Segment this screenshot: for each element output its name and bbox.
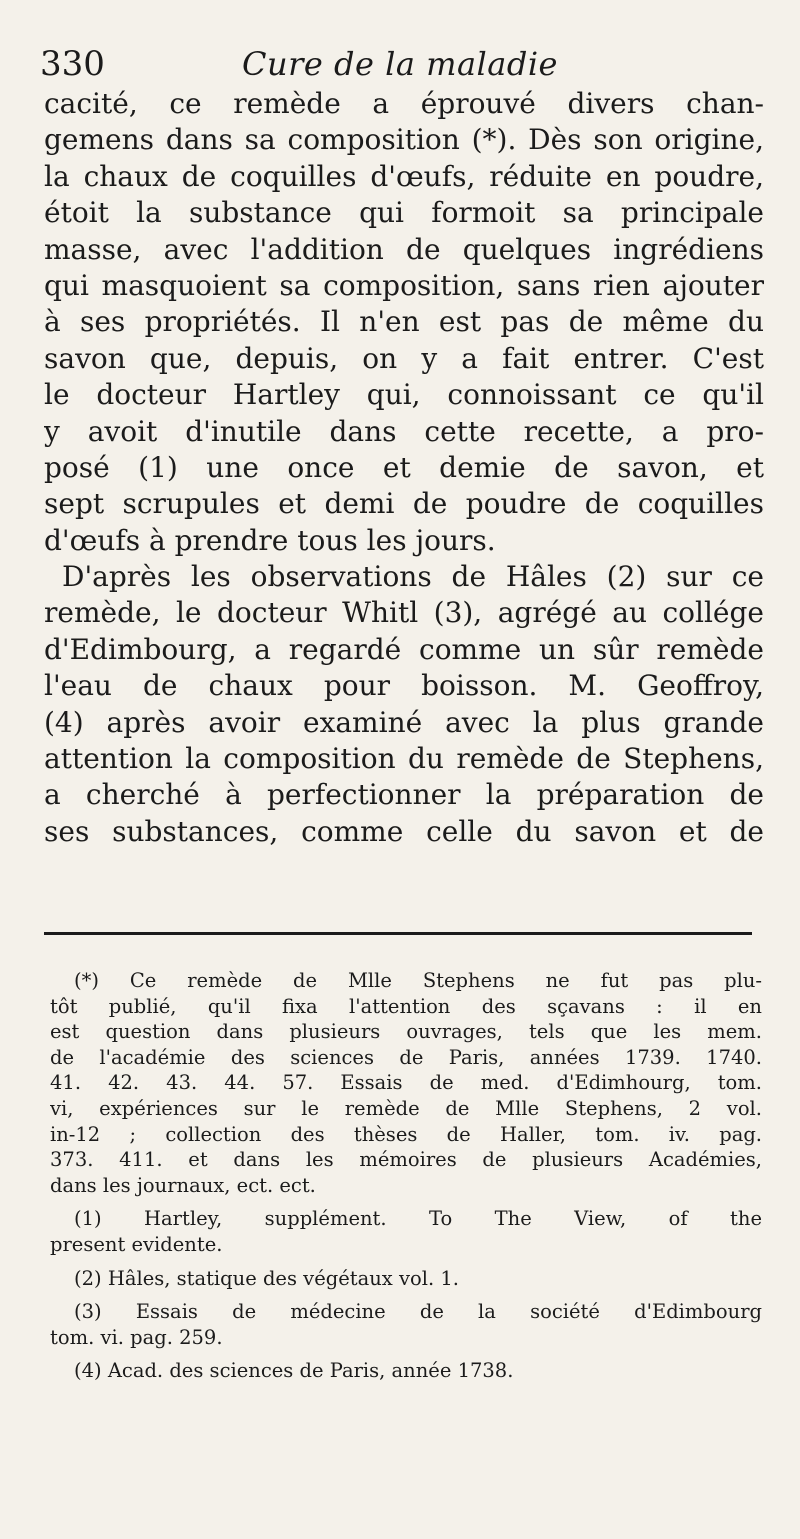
body-line: étoit la substance qui formoit sa principale <box>44 196 764 230</box>
body-line: posé (1) une once et demie de savon, et <box>44 450 764 484</box>
body-line: y avoit d'inutile dans cette recette, a pro- <box>44 414 764 448</box>
footnote-line: 41. 42. 43. 44. 57. Essais de med. d'Edimhourg, tom. <box>50 1071 762 1095</box>
body-line: a cherché à perfectionner la préparation de <box>44 778 764 812</box>
body-line: remède, le docteur Whitl (3), agrégé au collége <box>44 596 764 630</box>
page-header <box>40 42 760 86</box>
body-line: sept scrupules et demi de poudre de coquilles <box>44 487 764 521</box>
body-line: (4) après avoir examiné avec la plus grande <box>44 705 764 739</box>
body-line: attention la composition du remède de Stephens, <box>44 742 764 776</box>
body-line: savon que, depuis, on y a fait entrer. C'est <box>44 341 764 375</box>
body-line: d'œufs à prendre tous les jours. <box>44 523 496 557</box>
footnote-line: in-12 ; collection des thèses de Haller, tom. iv. pag. <box>50 1122 762 1146</box>
footnote-divider <box>44 932 752 935</box>
footnote-line: vi, expériences sur le remède de Mlle Stephens, 2 vol. <box>50 1096 762 1120</box>
footnote-gap <box>50 1198 762 1206</box>
body-line: à ses propriétés. Il n'en est pas de même du <box>44 305 764 339</box>
body-line: gemens dans sa composition (*). Dès son origine, <box>44 123 764 157</box>
footnotes <box>50 968 762 1384</box>
page-number: 330 <box>40 44 105 84</box>
body-line: cacité, ce remède a éprouvé divers chan- <box>44 87 764 120</box>
footnote-gap <box>50 1350 762 1358</box>
body-line: la chaux de coquilles d'œufs, réduite en poudre, <box>44 159 764 193</box>
body-line: l'eau de chaux pour boisson. M. Geoffroy, <box>44 669 764 703</box>
running-title: Cure de la maladie <box>242 45 558 83</box>
footnote-line: (2) Hâles, statique des végétaux vol. 1. <box>74 1266 459 1290</box>
footnote-line: est question dans plusieurs ouvrages, tels que les mem. <box>50 1020 762 1044</box>
body-line: D'après les observations de Hâles (2) sur ce <box>62 560 764 594</box>
footnote-line: 373. 411. et dans les mémoires de plusieurs Académies, <box>50 1148 762 1172</box>
footnote-line: (4) Acad. des sciences de Paris, année 1738. <box>74 1359 514 1383</box>
footnote-gap <box>50 1291 762 1299</box>
footnote-line: tom. vi. pag. 259. <box>50 1325 223 1349</box>
footnote-line: present evidente. <box>50 1232 223 1256</box>
footnote-line: de l'académie des sciences de Paris, années 1739. 1740. <box>50 1045 762 1069</box>
footnote-line: dans les journaux, ect. ect. <box>50 1173 316 1197</box>
body-line: qui masquoient sa composition, sans rien ajouter <box>44 268 764 302</box>
body-line: d'Edimbourg, a regardé comme un sûr remède <box>44 632 764 666</box>
body-line: masse, avec l'addition de quelques ingrédiens <box>44 232 764 266</box>
footnote-line: (3) Essais de médecine de la société d'Edimbourg <box>74 1300 762 1324</box>
body-line: le docteur Hartley qui, connoissant ce qu'il <box>44 378 764 412</box>
footnote-line: (*) Ce remède de Mlle Stephens ne fut pas plu- <box>74 969 762 992</box>
footnote-line: tôt publié, qu'il fixa l'attention des sçavans : il en <box>50 994 762 1018</box>
body-line: ses substances, comme celle du savon et de <box>44 814 764 848</box>
footnote-gap <box>50 1258 762 1266</box>
footnote-line: (1) Hartley, supplément. To The View, of the <box>74 1207 762 1231</box>
main-text <box>44 86 764 850</box>
